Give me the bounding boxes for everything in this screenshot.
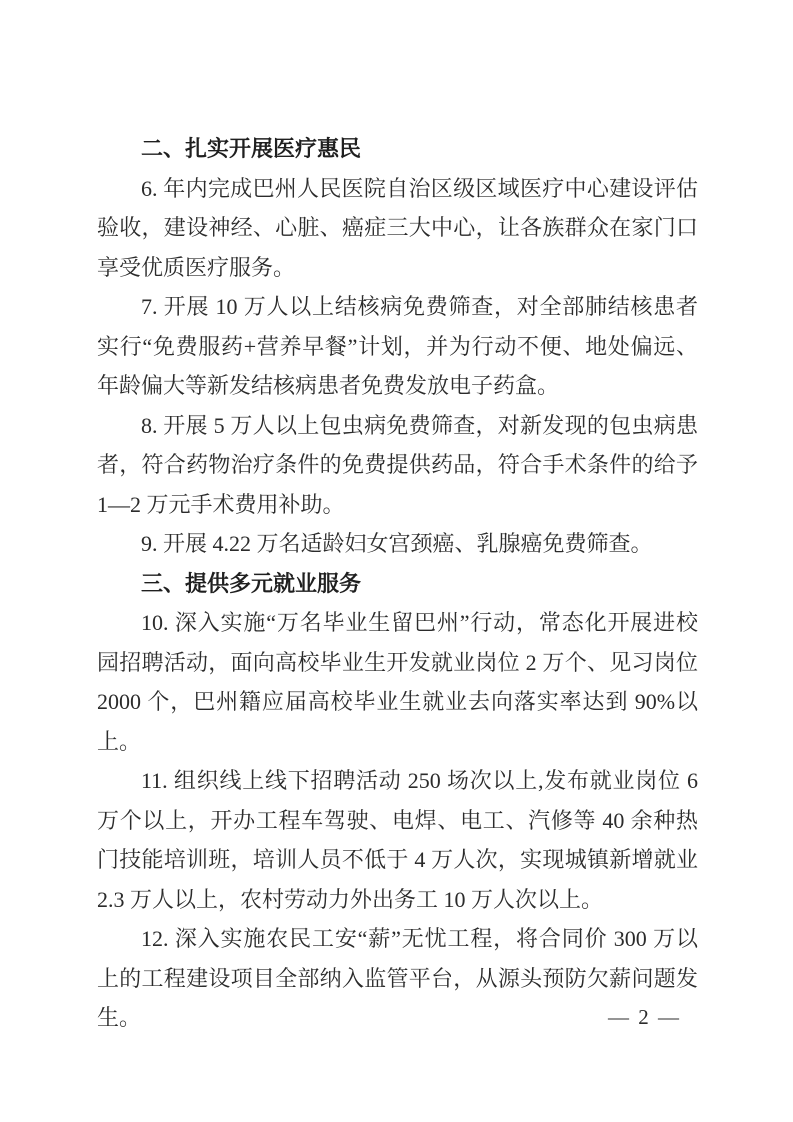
paragraph-11: 11. 组织线上线下招聘活动 250 场次以上,发布就业岗位 6 万个以上，开办工程车驾驶、电焊、电工、汽修等 40 余种热门技能培训班，培训人员不低于 4 万人次，实现城镇新增就业 2.3 万人以上，农村劳动力外出务工 10 万人次以上。 bbox=[97, 768, 698, 912]
paragraph-7: 7. 开展 10 万人以上结核病免费筛查，对全部肺结核患者实行“免费服药+营养早餐”计划，并为行动不便、地处偏远、年龄偏大等新发结核病患者免费发放电子药盒。 bbox=[97, 294, 698, 398]
document-body bbox=[97, 129, 698, 1038]
section-heading-medical-benefits: 二、扎实开展医疗惠民 bbox=[141, 136, 362, 161]
section-medical-benefits bbox=[97, 129, 698, 564]
page-number: — 2 — bbox=[608, 1005, 681, 1029]
paragraph-12: 12. 深入实施农民工安“薪”无忧工程，将合同价 300 万以上的工程建设项目全部纳入监管平台，从源头预防欠薪问题发生。 bbox=[97, 926, 698, 1030]
section-heading-employment-services: 三、提供多元就业服务 bbox=[141, 570, 362, 596]
paragraph-10: 10. 深入实施“万名毕业生留巴州”行动，常态化开展进校园招聘活动，面向高校毕业生开发就业岗位 2 万个、见习岗位 2000 个，巴州籍应届高校毕业生就业去向落实率达到 90%以上。 bbox=[97, 610, 698, 754]
paragraph-8: 8. 开展 5 万人以上包虫病免费筛查，对新发现的包虫病患者，符合药物治疗条件的免费提供药品，符合手术条件的给予 1—2 万元手术费用补助。 bbox=[97, 412, 698, 517]
section-employment-services bbox=[97, 564, 698, 1038]
paragraph-6: 6. 年内完成巴州人民医院自治区级区域医疗中心建设评估验收，建设神经、心脏、癌症三大中心，让各族群众在家门口享受优质医疗服务。 bbox=[97, 175, 698, 280]
paragraph-9: 9. 开展 4.22 万名适龄妇女宫颈癌、乳腺癌免费筛查。 bbox=[141, 531, 653, 556]
